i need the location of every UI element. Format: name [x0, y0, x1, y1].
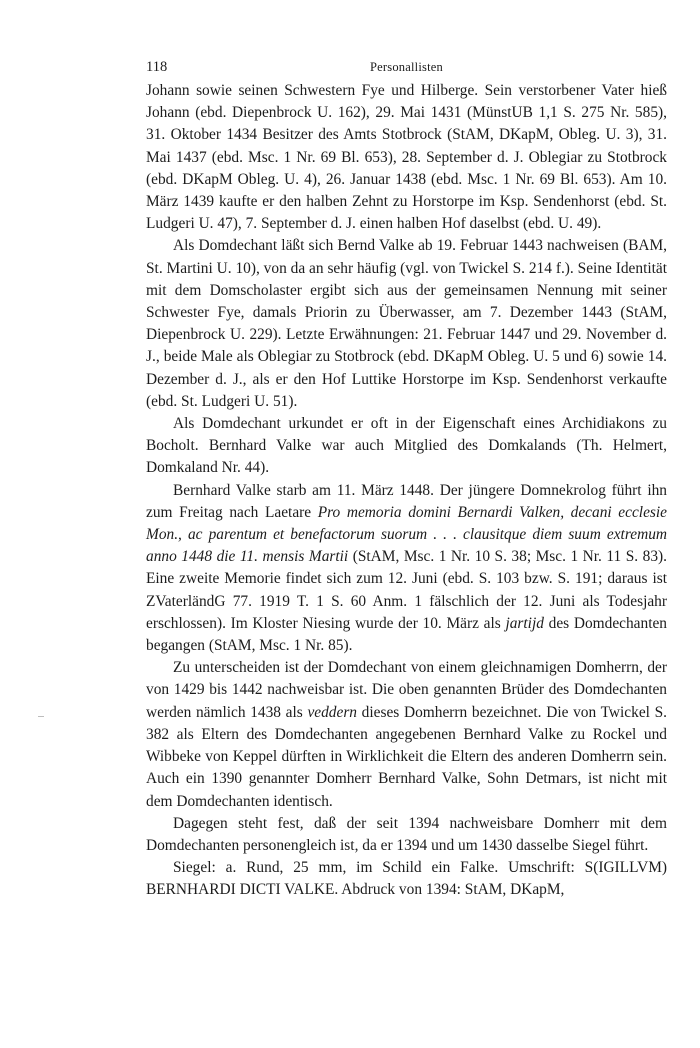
text-run: Siegel: a. Rund, 25 mm, im Schild ein Falke. Umschrift: S(IGILLVM) BERNHARDI DICTI VALKE. Abdruck von 1394: StAM, DKapM, — [146, 859, 667, 899]
text-run: Als Domdechant läßt sich Bernd Valke ab 19. Februar 1443 nachweisen (BAM, St. Martini U. 10), von da an sehr häufig (vgl. von Twickel S. 214 f.). Seine Identität mit dem Domscholaster ergibt sich aus der gemeinsamen Nennung mit seiner Schwester Fye, damals Priorin zu Überwasser, am 7. Dezember 1443 (StAM, Diepenbrock U. 229). Letzte Erwähnungen: 21. Februar 1447 und 29. November d. J., beide Male als Oblegiar zu Stotbrock (ebd. DKapM Obleg. U. 5 und 6) sowie 14. Dezember d. J., als er den Hof Luttike Horstorpe im Ksp. Sendenhorst verkaufte (ebd. St. Ludgeri U. 51). — [146, 237, 667, 410]
text-run: Johann sowie seinen Schwestern Fye und Hilberge. Sein verstorbener Vater hieß Johann (ebd. Diepenbrock U. 162), 29. Mai 1431 (MünstUB 1,1 S. 275 Nr. 585), 31. Oktober 1434 Besitzer des Amts Stotbrock (StAM, DKapM, Obleg. U. 3), 31. Mai 1437 (ebd. Msc. 1 Nr. 69 Bl. 653), 28. September d. J. Oblegiar zu Stotbrock (ebd. DKapM Obleg. U. 4), 26. Januar 1438 (ebd. Msc. 1 Nr. 69 Bl. 653). Am 10. März 1439 kaufte er den halben Zehnt zu Horstorpe im Ksp. Sendenhorst (ebd. St. Ludgeri U. 47), 7. September d. J. einen halben Hof daselbst (ebd. U. 49). — [146, 82, 667, 233]
body-text — [146, 80, 667, 902]
paragraph — [146, 657, 667, 812]
text-run: des Domdechanten begangen (StAM, Msc. 1 Nr. 85). — [146, 614, 668, 655]
running-head — [146, 56, 667, 78]
paragraph — [146, 480, 667, 658]
paragraph — [146, 235, 667, 413]
italic-quote: veddern — [307, 703, 358, 721]
running-title: Personallisten — [370, 60, 443, 74]
text-run: Bernhard Valke starb am 11. März 1448. Der jüngere Domnekrolog führt ihn zum Freitag nach Laetare — [146, 481, 667, 521]
paragraph — [146, 413, 667, 480]
italic-quote: jartijd — [505, 614, 544, 632]
book-page — [146, 56, 667, 902]
margin-mark — [38, 716, 44, 717]
text-run: Dagegen steht fest, daß der seit 1394 nachweisbare Domherr mit dem Domdechanten personengleich ist, da er 1394 und um 1430 dasselbe Siegel führt. — [146, 814, 667, 854]
page-number: 118 — [146, 59, 168, 75]
text-run: (StAM, Msc. 1 Nr. 10 S. 38; Msc. 1 Nr. 11 S. 83). Eine zweite Memorie findet sich zum 12. Juni (ebd. S. 103 bzw. S. 191; daraus ist ZVaterländG 77. 1919 T. 1 S. 60 Anm. 1 fälschlich der 12. Juni als Todesjahr erschlossen). Im Kloster Niesing wurde der 10. März als — [146, 548, 667, 632]
text-run: Als Domdechant urkundet er oft in der Eigenschaft eines Archidiakons zu Bocholt. Bernhard Valke war auch Mitglied des Domkalands (Th. Helmert, Domkaland Nr. 44). — [146, 415, 667, 477]
paragraph — [146, 80, 667, 235]
text-run: Zu unterscheiden ist der Domdechant von einem gleichnamigen Domherrn, der von 1429 bis 1442 nachweisbar ist. Die oben genannten Brüder des Domdechanten werden nämlich 1438 als — [146, 659, 667, 721]
italic-quote: Pro memoria domini Bernardi Valken, decani ecclesie Mon., ac parentum et benefactorum suorum . . . clausitque diem suum extremum anno 1448 die 11. mensis Martii — [146, 503, 667, 566]
paragraph — [146, 813, 667, 857]
paragraph — [146, 857, 667, 901]
text-run: dieses Domherrn bezeichnet. Die von Twickel S. 382 als Eltern des Domdechanten angegebenen Bernhard Valke zu Rockel und Wibbeke von Keppel dürften in Wirklichkeit die Eltern des anderen Domherrn sein. Auch ein 1390 genannter Domherr Bernhard Valke, Sohn Detmars, ist nicht mit dem Domdechanten identisch. — [146, 703, 667, 810]
